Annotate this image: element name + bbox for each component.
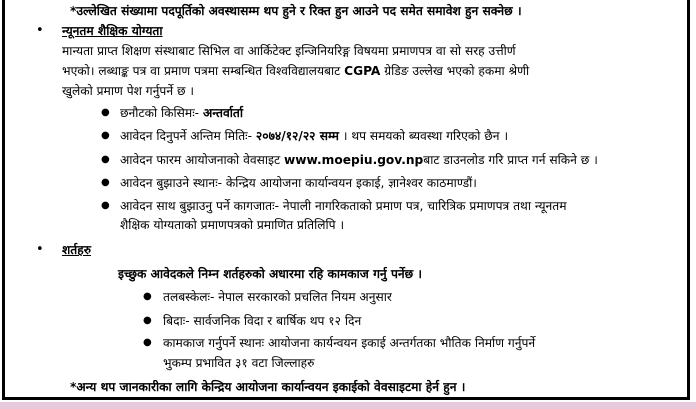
deadline-value: २०७४/१२/२२ सम्म [255,129,339,143]
work-place-line2: भुकम्प प्रभावित ३१ वटा जिल्लाहरु [163,356,315,370]
bullet-icon: • [36,23,44,38]
conditions-intro: इच्छुक आवेदकले निम्न शर्तहरुको अधारमा रहि कामकाज गर्नु पर्नेछ । [118,267,423,281]
para-line2-pre: भएको। लब्धाङ्क पत्र वा प्रमाण पत्रमा सम्बन्धित विश्वविद्यालयबाट [62,64,341,78]
documents-line1: आवेदन साथ बुझाउनु पर्ने कागजातः- नेपाली नागरिकताको प्रमाण पत्र, चारित्रिक प्रमाणपत्र तथा न्यूनतम [120,199,567,213]
cgpa-text: CGPA [344,64,381,78]
sub-bullet-icon: ● [101,177,110,188]
sub-bullet-icon: ● [101,130,110,141]
application-form [120,151,598,169]
selection-value: अन्तर्वार्ता [202,106,243,120]
top-note: *उल्लेखित संख्यामा पदपूर्तिको अवस्थासम्म थप हुने र रिक्त हुन आउने पद समेत समावेश हुन सक्नेछ । [70,4,522,18]
salary-scale: तलबस्केलः- नेपाल सरकारको प्रचलित नियम अनुसार [163,290,392,304]
qualification-para-line1: मान्यता प्राप्त शिक्षण संस्थाबाट सिभिल वा आर्किटेक्ट इन्जिनियरिङ्ग विषयमा प्रमाणपत्र वा सो सरह उत्तीर्ण [62,44,516,58]
deadline [120,127,508,145]
submission-place: आवेदन बुझाउने स्थानः- केन्द्रिय आयोजना कार्यान्वयन इकाई, ज्ञानेश्वर काठमाण्डौं। [120,176,477,190]
conditions-heading: शर्तहरु [62,243,91,257]
qualification-para-line3: खुलेको प्रमाण पेश गर्नुपर्ने छ । [62,84,194,98]
qualification-para-line2 [62,62,529,80]
deadline-label: आवेदन दिनुपर्ने अन्तिम मितिः- [120,129,253,143]
deadline-note: । थप समयको ब्यवस्था गरिएको छैन । [342,129,509,143]
sub-bullet-icon: ● [101,107,110,118]
bottom-color-strip [0,402,696,409]
sub-bullet-icon: ● [143,315,152,326]
bottom-note: *अन्य थप जानकारीका लागि केन्द्रिय आयोजना कार्यान्वयन इकाईको वेवसाइटमा हेर्न हुन । [70,380,466,394]
sub-bullet-icon: ● [143,337,152,348]
sub-bullet-icon: ● [101,200,110,211]
form-pre: आवेदन फारम आयोजनाको वेवसाइट [120,153,281,167]
form-post: बाट डाउनलोड गरि प्राप्त गर्न सकिने छ । [423,153,598,167]
para-line2-post: ग्रेडिङ उल्लेख भएको हकमा श्रेणी [384,64,530,78]
sub-bullet-icon: ● [143,291,152,302]
sub-bullet-icon: ● [101,154,110,165]
work-place-line1: कामकाज गर्नुपर्ने स्थानः आयोजना कार्यन्वयन इकाई अन्तर्गतका भौतिक निर्माण गर्नुपर्ने [163,336,536,350]
leave: बिदाः- सार्वजनिक विदा र बार्षिक थप १२ दिन [163,314,362,328]
bullet-icon: • [36,242,44,257]
qualification-heading: न्यूनतम शैक्षिक योग्यता [62,24,163,38]
documents-line2: शैक्षिक योग्यताको प्रमाणपत्रको प्रमाणित प्रतिलिपि । [120,218,345,232]
selection-label: छनौटको किसिमः- [120,106,200,120]
selection-type [120,104,243,122]
website-link[interactable]: www.moepiu.gov.np [284,153,424,167]
